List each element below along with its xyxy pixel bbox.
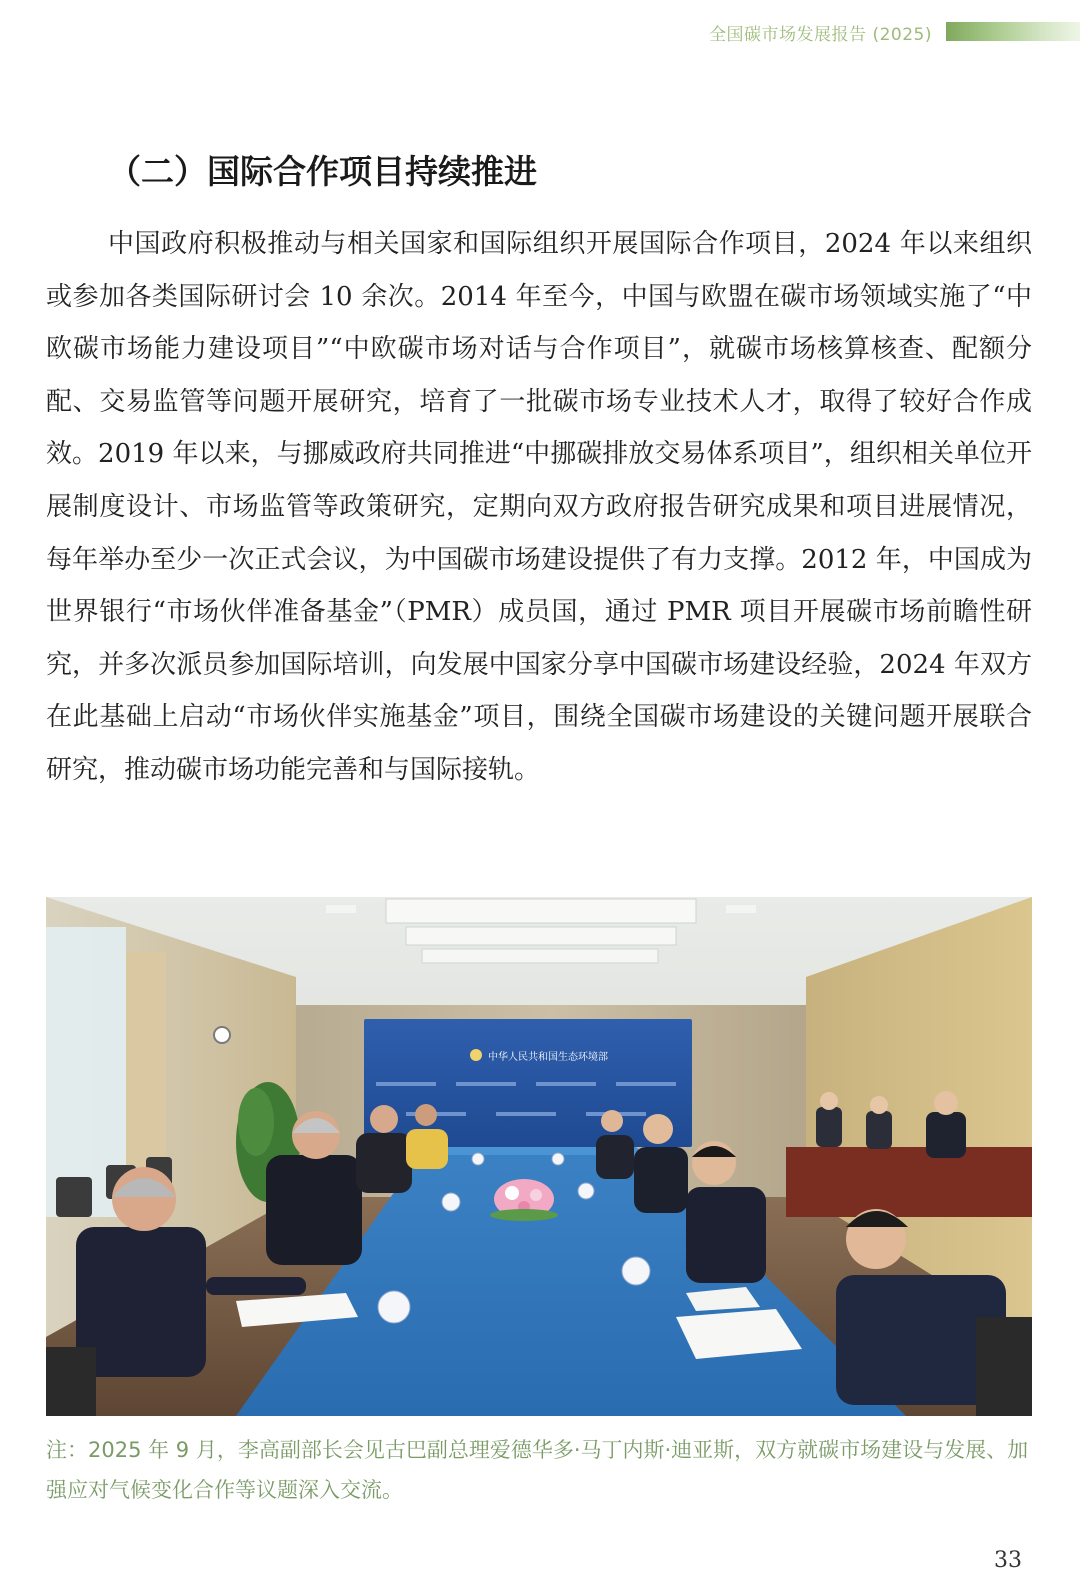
report-title: 全国碳市场发展报告 (2025) — [709, 25, 932, 45]
meeting-photo — [46, 897, 1032, 1416]
header-accent-bar — [946, 22, 1080, 41]
photo-caption: 注：2025 年 9 月，李高副部长会见古巴副总理爱德华多·马丁内斯·迪亚斯，双方就碳市场建设与发展、加强应对气候变化合作等议题深入交流。 — [46, 1438, 1029, 1502]
page-number: 33 — [994, 1548, 1022, 1573]
backdrop-label: 中华人民共和国生态环境部 — [488, 1052, 608, 1063]
section-title: （二）国际合作项目持续推进 — [108, 152, 537, 191]
body-paragraph: 中国政府积极推动与相关国家和国际组织开展国际合作项目，2024 年以来组织或参加各类国际研讨会 10 余次。2014 年至今，中国与欧盟在碳市场领域实施了“中欧碳市场能力建设项目”“中欧碳市场对话与合作项目”，就碳市场核算核查、配额分配、交易监管等问题开展研究，培育了一批碳市场专业技术人才，取得了较好合作成效。2019 年以来，与挪威政府共同推进“中挪碳排放交易体系项目”，组织相关单位开展制度设计、市场监管等政策研究，定期向双方政府报告研究成果和项目进展情况，每年举办至少一次正式会议，为中国碳市场建设提供了有力支撑。2012 年，中国成为世界银行“市场伙伴准备基金”（PMR）成员国，通过 PMR 项目开展碳市场前瞻性研究，并多次派员参加国际培训，向发展中国家分享中国碳市场建设经验，2024 年双方在此基础上启动“市场伙伴实施基金”项目，围绕全国碳市场建设的关键问题开展联合研究，推动碳市场功能完善和与国际接轨。 — [46, 229, 1032, 785]
